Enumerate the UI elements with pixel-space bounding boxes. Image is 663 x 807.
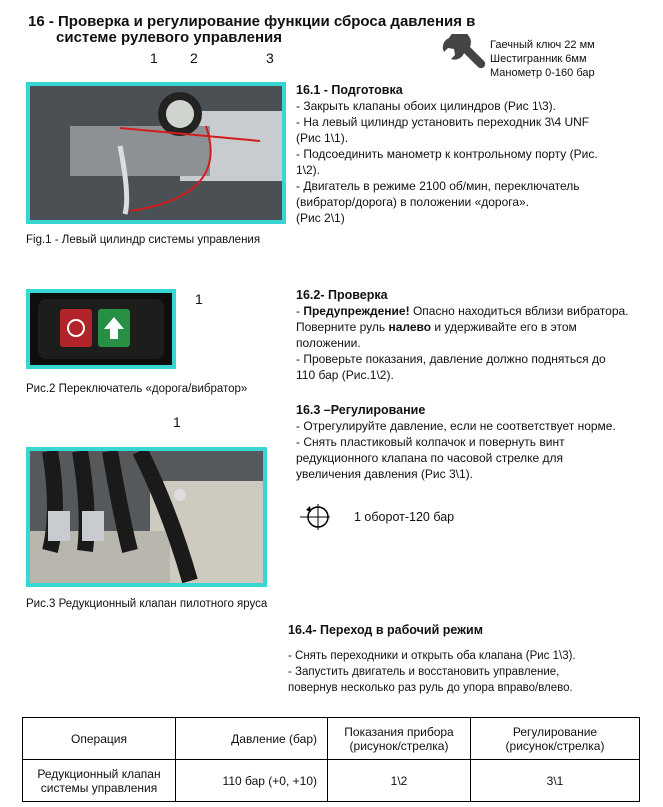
table-cell: Редукционный клапан системы управления bbox=[23, 760, 176, 802]
tool-item: Шестигранник 6мм bbox=[490, 53, 587, 65]
section-16-1-line: - Двигатель в режиме 2100 об/мин, переключатель bbox=[296, 179, 580, 193]
table-header-row bbox=[23, 718, 640, 760]
section-16-1-line: (Рис 2\1) bbox=[296, 211, 345, 225]
summary-table bbox=[22, 717, 640, 802]
fig3-photo bbox=[26, 447, 267, 587]
fig1-label-1: 1 bbox=[150, 50, 158, 66]
section-16-4-line: - Запустить двигатель и восстановить управление, bbox=[288, 666, 560, 678]
clockwise-rotation-icon bbox=[300, 504, 332, 530]
turn-note: 1 оборот-120 бар bbox=[354, 510, 455, 524]
table-header: Регулирование (рисунок/стрелка) bbox=[471, 718, 640, 760]
section-16-1-line: (Рис 1\1). bbox=[296, 131, 349, 145]
fig1-label-3: 3 bbox=[266, 50, 274, 66]
section-16-3-line: редукционного клапана по часовой стрелке для bbox=[296, 451, 564, 465]
section-16-1-heading: 16.1 - Подготовка bbox=[296, 83, 403, 97]
section-16-2-line: 110 бар (Рис.1\2). bbox=[296, 368, 394, 382]
section-16-1-line: 1\2). bbox=[296, 163, 321, 177]
section-16-1-line: (вибратор/дорога) в положении «дорога». bbox=[296, 195, 530, 209]
wrench-icon bbox=[440, 34, 486, 80]
section-16-4-heading: 16.4- Переход в рабочий режим bbox=[288, 623, 483, 637]
section-16-2-warning: - Предупреждение! Опасно находиться вблизи вибратора. bbox=[296, 304, 629, 318]
fig1-label-2: 2 bbox=[190, 50, 198, 66]
table-header: Давление (бар) bbox=[176, 718, 328, 760]
section-16-2-line: Поверните руль налево и удерживайте его в этом bbox=[296, 320, 577, 334]
tools-list bbox=[490, 38, 595, 80]
section-16-3 bbox=[296, 402, 651, 482]
section-16-4-line: - Снять переходники и открыть оба клапана (Рис 1\3). bbox=[288, 650, 576, 662]
fig3-caption: Рис.3 Редукционный клапан пилотного яруса bbox=[26, 598, 268, 610]
section-16-2-heading: 16.2- Проверка bbox=[296, 288, 388, 302]
table-cell: 110 бар (+0, +10) bbox=[176, 760, 328, 802]
section-16-3-line: - Снять пластиковый колпачок и повернуть винт bbox=[296, 435, 565, 449]
section-16-4 bbox=[288, 622, 648, 638]
table-header: Операция bbox=[23, 718, 176, 760]
section-16-2 bbox=[296, 287, 651, 383]
section-16-2-line: - Проверьте показания, давление должно подняться до bbox=[296, 352, 606, 366]
table-header: Показания прибора (рисунок/стрелка) bbox=[328, 718, 471, 760]
fig2-label-1: 1 bbox=[195, 291, 203, 307]
section-16-1-line: - Закрыть клапаны обоих цилиндров (Рис 1\3). bbox=[296, 99, 556, 113]
tool-item: Манометр 0-160 бар bbox=[490, 67, 595, 79]
section-16-3-line: - Отрегулируйте давление, если не соответствует норме. bbox=[296, 419, 616, 433]
fig2-photo bbox=[26, 289, 176, 369]
fig3-label-1: 1 bbox=[173, 414, 181, 430]
page-title-line1: 16 - Проверка и регулирование функции сброса давления в bbox=[28, 13, 476, 30]
page-title bbox=[28, 14, 475, 46]
warning-label: Предупреждение! bbox=[303, 304, 410, 318]
section-16-2-line: положении. bbox=[296, 336, 361, 350]
table-cell: 1\2 bbox=[328, 760, 471, 802]
section-16-3-heading: 16.3 –Регулирование bbox=[296, 403, 426, 417]
section-16-1-line: - На левый цилиндр установить переходник 3\4 UNF bbox=[296, 115, 590, 129]
fig1-caption: Fig.1 - Левый цилиндр системы управления bbox=[26, 234, 261, 246]
section-16-1-line: - Подсоединить манометр к контрольному порту (Рис. bbox=[296, 147, 598, 161]
section-16-4-line: повернув несколько раз руль до упора вправо/влево. bbox=[288, 682, 573, 694]
tool-item: Гаечный ключ 22 мм bbox=[490, 39, 595, 51]
table-cell: 3\1 bbox=[471, 760, 640, 802]
section-16-1 bbox=[296, 82, 646, 226]
page-title-line2: системе рулевого управления bbox=[56, 29, 282, 46]
fig2-caption: Рис.2 Переключатель «дорога/вибратор» bbox=[26, 383, 248, 395]
fig1-photo bbox=[26, 82, 286, 224]
section-16-4-body bbox=[288, 648, 648, 696]
table-row bbox=[23, 760, 640, 802]
section-16-3-line: увеличения давления (Рис 3\1). bbox=[296, 467, 473, 481]
